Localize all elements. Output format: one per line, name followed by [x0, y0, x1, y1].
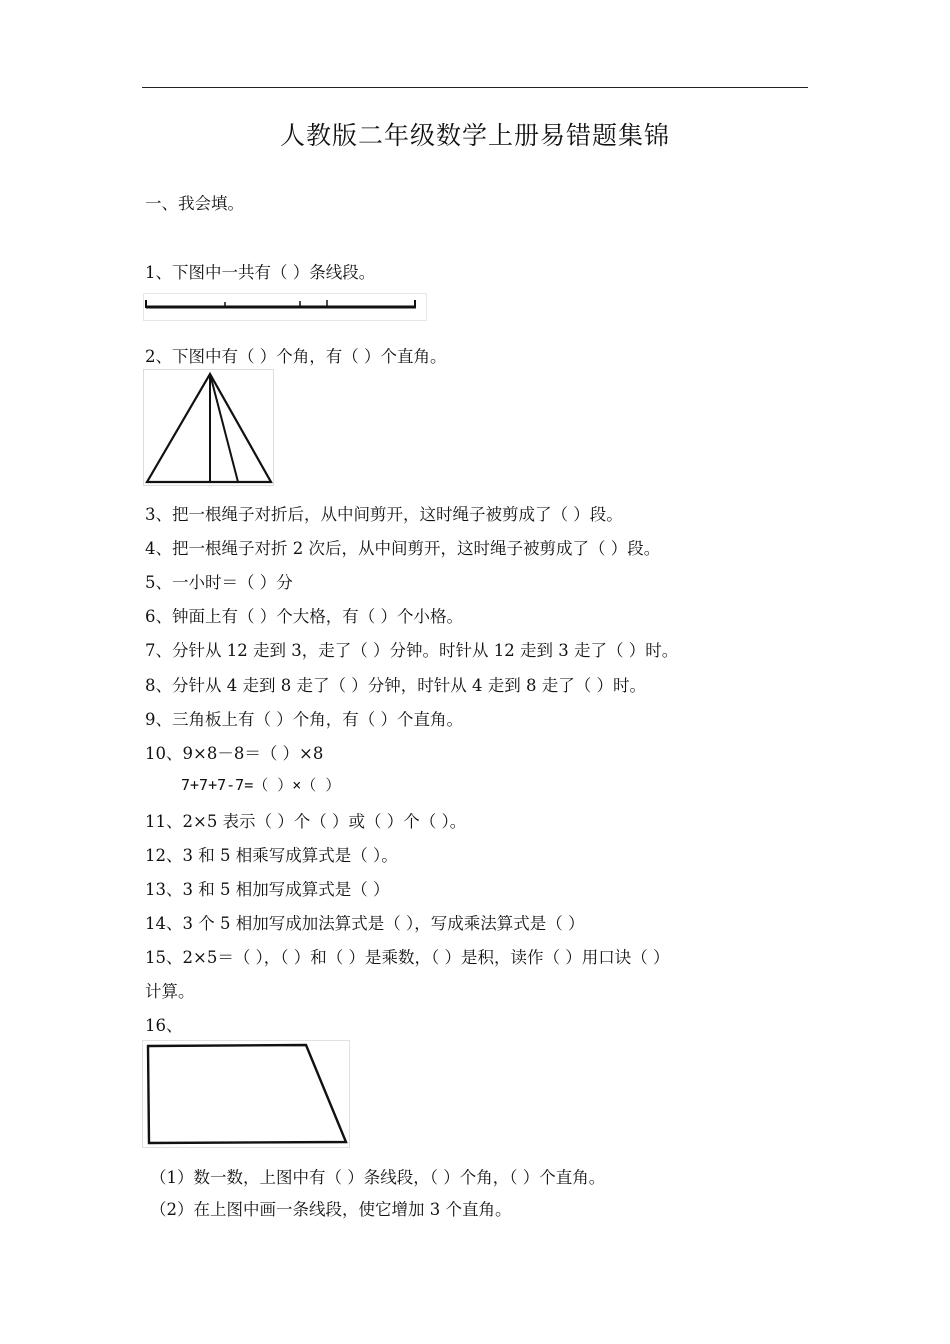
- question-15: 15、2×5＝（ ），（ ）和（ ）是乘数，（ ）是积，读作（ ）用口诀（ ）: [145, 948, 670, 967]
- question-7: 7、分针从 12 走到 3，走了（ ）分钟。时针从 12 走到 3 走了（ ）时。: [145, 641, 679, 660]
- question-10a: 10、9×8－8＝（ ）×8: [145, 744, 324, 763]
- triangle-figure: [143, 369, 274, 486]
- question-8: 8、分针从 4 走到 8 走了（ ）分钟，时针从 4 走到 8 走了（ ）时。: [145, 676, 646, 695]
- question-16-part-2: （2）在上图中画一条线段，使它增加 3 个直角。: [150, 1200, 512, 1219]
- trapezoid-figure: [142, 1040, 350, 1148]
- question-6: 6、钟面上有（ ）个大格，有（ ）个小格。: [145, 607, 463, 626]
- question-13: 13、3 和 5 相加写成算式是（ ）: [145, 880, 390, 899]
- question-16: 16、: [145, 1016, 183, 1035]
- question-3: 3、把一根绳子对折后，从中间剪开，这时绳子被剪成了（ ）段。: [145, 505, 623, 524]
- question-9: 9、三角板上有（ ）个角，有（ ）个直角。: [145, 710, 463, 729]
- question-2: 2、下图中有（ ）个角，有（ ）个直角。: [145, 347, 447, 366]
- question-1: 1、下图中一共有（ ）条线段。: [145, 263, 376, 282]
- question-4: 4、把一根绳子对折 2 次后，从中间剪开，这时绳子被剪成了（ ）段。: [145, 539, 661, 558]
- top-rule: [142, 87, 808, 88]
- question-16-part-1: （1）数一数，上图中有（ ）条线段，（ ）个角，（ ）个直角。: [150, 1168, 606, 1187]
- question-15-continued: 计算。: [145, 982, 195, 1001]
- line-segment-figure: [143, 293, 427, 321]
- question-14: 14、3 个 5 相加写成加法算式是（ ），写成乘法算式是（ ）: [145, 914, 585, 933]
- question-10b: 7+7+7-7=（ ）×（ ）: [181, 776, 341, 794]
- question-12: 12、3 和 5 相乘写成算式是（ ）。: [145, 846, 398, 865]
- question-5: 5、一小时＝（ ）分: [145, 573, 293, 592]
- section-heading: 一、我会填。: [145, 194, 244, 213]
- page-title: 人教版二年级数学上册易错题集锦: [279, 121, 670, 150]
- question-11: 11、2×5 表示（ ）个（ ）或（ ）个（ ）。: [145, 812, 467, 831]
